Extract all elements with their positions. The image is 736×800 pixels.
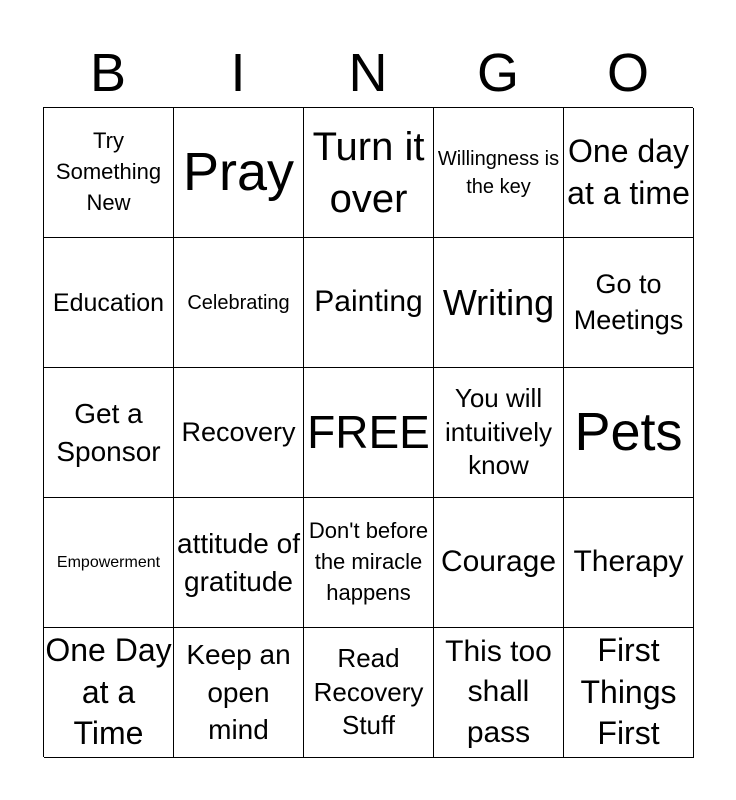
header-letter-g: G — [476, 43, 519, 103]
bingo-cell-text: attitude of gratitude — [177, 527, 300, 597]
bingo-cell-text: This too shall pass — [445, 634, 552, 749]
bingo-cell[interactable] — [304, 108, 434, 238]
bingo-cell-text: One Day at a Time — [45, 632, 172, 752]
bingo-cell-text: Go to Meetings — [573, 269, 684, 335]
bingo-cell-text: Don't before the miracle happens — [308, 518, 429, 605]
bingo-cell[interactable] — [434, 628, 564, 758]
bingo-cell[interactable] — [44, 108, 174, 238]
bingo-cell[interactable] — [174, 238, 304, 368]
bingo-cell[interactable] — [564, 368, 694, 498]
bingo-cell-text: Education — [52, 288, 165, 317]
bingo-cell-text: Try Something New — [55, 128, 162, 215]
bingo-cell[interactable] — [304, 498, 434, 628]
bingo-cell[interactable] — [564, 498, 694, 628]
bingo-cell-text: Keep an open mind — [186, 638, 291, 746]
bingo-cell[interactable] — [44, 238, 174, 368]
bingo-cell[interactable] — [44, 498, 174, 628]
bingo-cell-text: Pets — [574, 402, 683, 463]
bingo-cell[interactable] — [304, 368, 434, 498]
bingo-cell[interactable] — [564, 628, 694, 758]
header-letter-o: O — [606, 43, 649, 103]
bingo-cell[interactable] — [174, 498, 304, 628]
bingo-cell[interactable] — [304, 238, 434, 368]
bingo-cell[interactable] — [304, 628, 434, 758]
bingo-cell[interactable] — [174, 108, 304, 238]
bingo-cell-text: Get a Sponsor — [56, 397, 161, 467]
bingo-cell-text: Writing — [442, 281, 555, 323]
bingo-cell[interactable] — [44, 368, 174, 498]
bingo-cell-text: Empowerment — [56, 553, 161, 571]
bingo-cell[interactable] — [434, 498, 564, 628]
bingo-cell[interactable] — [434, 238, 564, 368]
bingo-cell[interactable] — [434, 108, 564, 238]
bingo-cell[interactable] — [564, 108, 694, 238]
bingo-cell-text: Read Recovery Stuff — [313, 642, 424, 741]
bingo-cell[interactable] — [174, 628, 304, 758]
bingo-cell-text: Recovery — [181, 416, 296, 447]
bingo-header — [43, 40, 693, 106]
bingo-cell-text: Turn it over — [312, 124, 425, 221]
header-letter-n: N — [348, 43, 388, 103]
header-letter-i: I — [230, 43, 246, 103]
bingo-cell-text: Therapy — [573, 545, 684, 579]
bingo-board — [43, 107, 693, 757]
bingo-cell-text: Pray — [182, 142, 295, 203]
bingo-cell[interactable] — [174, 368, 304, 498]
bingo-cell-text: Celebrating — [187, 291, 290, 314]
bingo-cell-text: Willingness is the key — [437, 147, 560, 198]
bingo-cell-text: First Things First — [580, 632, 677, 752]
bingo-cell-text: FREE — [307, 405, 430, 458]
bingo-cell-text: Painting — [314, 285, 423, 319]
bingo-cell-text: One day at a time — [567, 132, 690, 211]
bingo-cell-text: You will intuitively know — [445, 382, 552, 481]
bingo-cell[interactable] — [44, 628, 174, 758]
bingo-cell-text: Courage — [440, 545, 557, 579]
bingo-cell[interactable] — [434, 368, 564, 498]
header-letter-b: B — [89, 43, 127, 103]
bingo-cell[interactable] — [564, 238, 694, 368]
